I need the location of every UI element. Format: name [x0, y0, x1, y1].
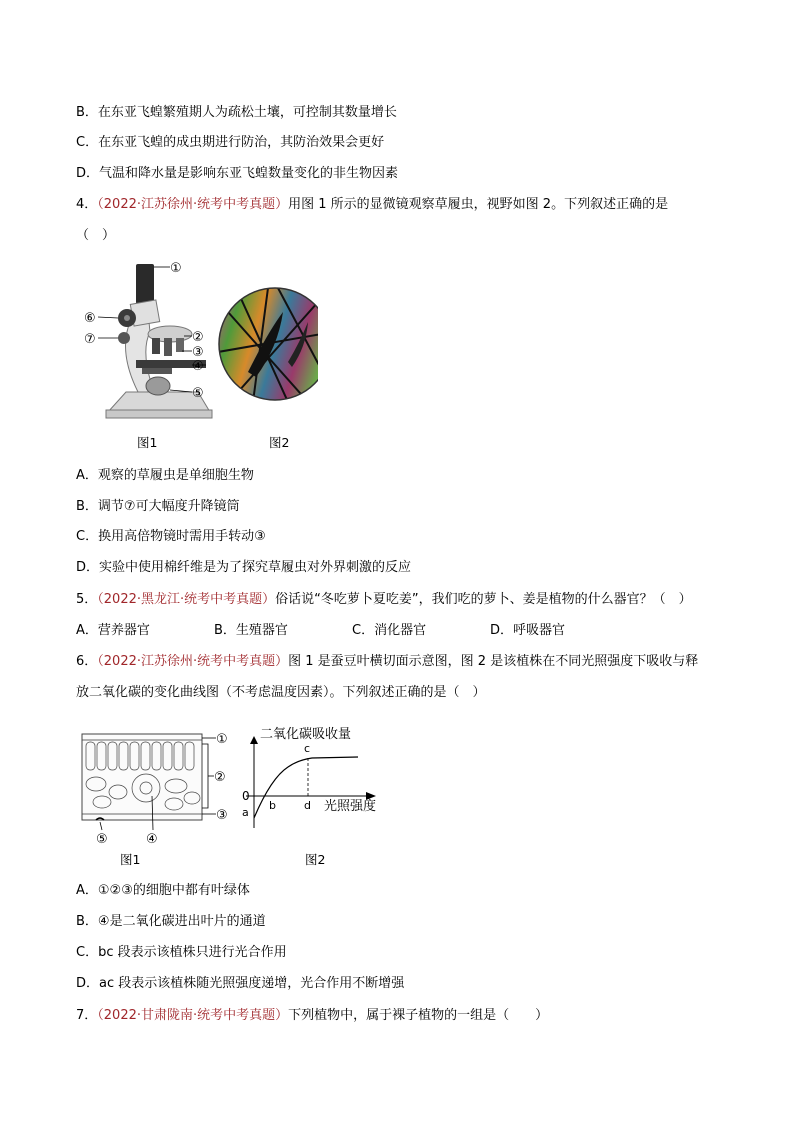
leaf-label-1: ① [216, 732, 228, 747]
q5-text: 俗话说“冬吃萝卜夏吃姜”，我们吃的萝卜、姜是植物的什么器官？（ ） [275, 592, 692, 607]
q6-source: （2022·江苏徐州·统考中考真题） [97, 654, 289, 669]
q5-option-b: B．生殖器官 [214, 623, 288, 638]
q4-text: 用图 1 所示的显微镜观察草履虫，视野如图 2。下列叙述正确的是 [288, 197, 669, 212]
q4-source: （2022·江苏徐州·统考中考真题） [97, 197, 289, 212]
q6-fig1-caption: 图1 [120, 852, 141, 867]
q5-number: 5． [76, 592, 98, 607]
q7-source: （2022·甘肃陇南·统考中考真题） [97, 1008, 289, 1023]
q4-option-b: B．调节⑦可大幅度升降镜筒 [76, 499, 240, 514]
q6-stem-line1 [76, 653, 698, 671]
q4-number: 4． [76, 197, 98, 212]
leaf-label-3: ③ [216, 808, 228, 823]
q6-stem-line2: 放二氧化碳的变化曲线图（不考虑温度因素）。下列叙述正确的是（ ） [76, 685, 486, 700]
q3-option-c: C．在东亚飞蝗的成虫期进行防治，其防治效果会更好 [76, 135, 385, 150]
q4-option-c: C．换用高倍物镜时需用手转动③ [76, 529, 266, 544]
leaf-label-4: ④ [146, 832, 158, 847]
q7-stem [76, 1007, 548, 1025]
graph-point-c: c [304, 742, 311, 755]
label-6: ⑥ [84, 311, 96, 326]
graph-origin: 0 [242, 789, 250, 803]
q4-option-d: D．实验中使用棉纤维是为了探究草履虫对外界刺激的反应 [76, 560, 412, 575]
q5-option-d: D．呼吸器官 [490, 623, 566, 638]
microscope-figure [78, 252, 318, 432]
q4-stem [76, 196, 668, 214]
leaf-and-graph-figure [76, 722, 396, 852]
label-3: ③ [192, 345, 204, 360]
graph-point-a: a [242, 806, 249, 819]
graph-point-d: d [304, 799, 311, 812]
q7-text: 下列植物中，属于裸子植物的一组是（ ） [288, 1008, 549, 1023]
q6-option-d: D．ac 段表示该植株随光照强度递增，光合作用不断增强 [76, 976, 405, 991]
q6-option-a: A．①②③的细胞中都有叶绿体 [76, 883, 250, 898]
q4-option-a: A．观察的草履虫是单细胞生物 [76, 468, 254, 483]
q7-number: 7． [76, 1008, 98, 1023]
leaf-label-5: ⑤ [96, 832, 108, 847]
label-4: ④ [192, 359, 204, 374]
q5-source: （2022·黑龙江·统考中考真题） [97, 592, 276, 607]
q6-number: 6． [76, 654, 98, 669]
graph-point-b: b [269, 799, 276, 812]
q6-text-1: 图 1 是蚕豆叶横切面示意图，图 2 是该植株在不同光照强度下吸收与释 [288, 654, 699, 669]
q4-fig1-caption: 图1 [137, 435, 158, 450]
label-1: ① [170, 261, 182, 276]
q4-fig2-caption: 图2 [269, 435, 290, 450]
q3-option-d: D．气温和降水量是影响东亚飞蝗数量变化的非生物因素 [76, 166, 399, 181]
q6-option-c: C．bc 段表示该植株只进行光合作用 [76, 945, 287, 960]
q5-stem [76, 591, 692, 609]
q4-answer-paren: （ ） [76, 228, 116, 243]
q5-option-c: C．消化器官 [352, 623, 427, 638]
graph-xlabel: 光照强度 [324, 799, 377, 814]
leaf-label-2: ② [214, 770, 226, 785]
q6-option-b: B．④是二氧化碳进出叶片的通道 [76, 914, 266, 929]
q5-options [76, 622, 565, 640]
q6-fig2-caption: 图2 [305, 852, 326, 867]
graph-ylabel: 二氧化碳吸收量 [260, 727, 352, 742]
q3-option-b: B．在东亚飞蝗繁殖期人为疏松土壤，可控制其数量增长 [76, 105, 397, 120]
label-7: ⑦ [84, 332, 96, 347]
label-2: ② [192, 330, 204, 345]
label-5: ⑤ [192, 386, 204, 401]
q5-option-a: A．营养器官 [76, 623, 150, 638]
